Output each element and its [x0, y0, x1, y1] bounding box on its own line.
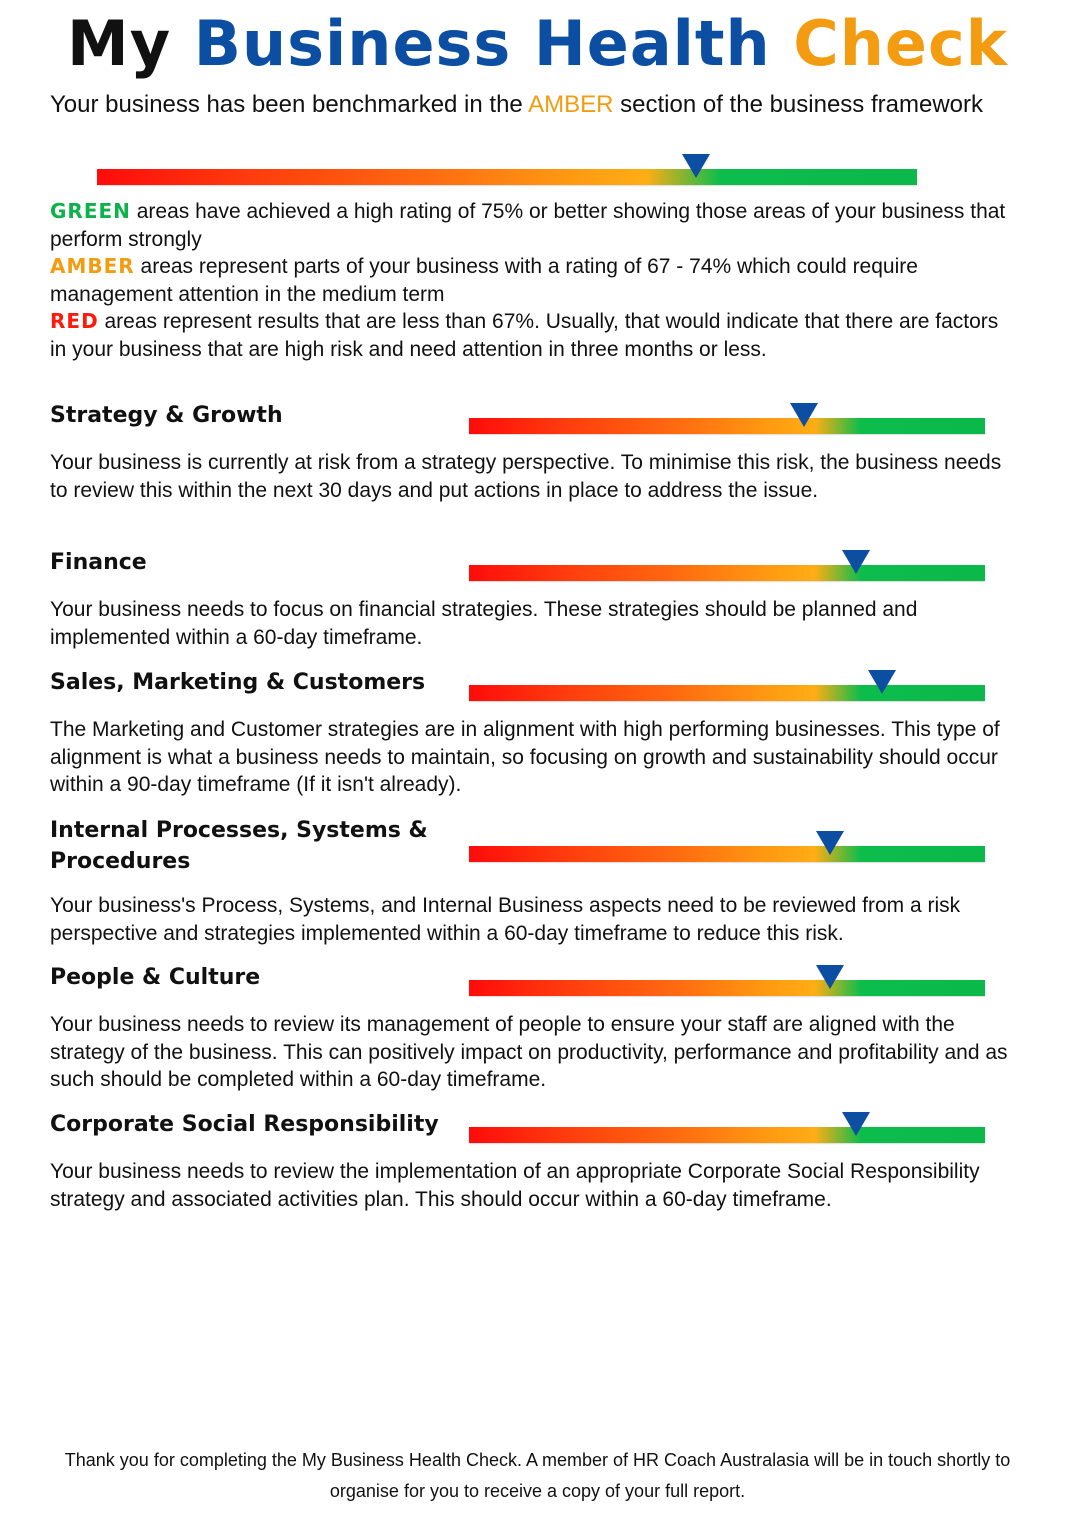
legend-item-green: [50, 198, 1010, 253]
gauge-marker-icon: [682, 154, 710, 178]
legend-item-red: [50, 308, 1010, 363]
section-body-finance: Your business needs to focus on financial strategies. These strategies should be planned and implemented within a 60-day timeframe.: [50, 598, 918, 649]
legend-text-green: areas have achieved a high rating of 75% or better showing those areas of your business that perform strongly: [50, 200, 1006, 251]
section-body-corporate-social-responsibility: Your business needs to review the implementation of an appropriate Corporate Social Responsibility strategy and associated activities plan. This should occur within a 60-day timeframe.: [50, 1160, 980, 1211]
legend-key-red: RED: [50, 309, 99, 333]
legend-key-amber: AMBER: [50, 254, 135, 278]
section-title-strategy-growth: Strategy & Growth: [50, 403, 283, 428]
section-title-finance: Finance: [50, 550, 147, 575]
finance-rating-gauge: [469, 559, 985, 581]
gauge-marker-icon: [816, 965, 844, 989]
section-body-internal-processes: Your business's Process, Systems, and Internal Business aspects need to be reviewed from a risk perspective and strategies implemented within a 60-day timeframe to reduce this risk.: [50, 894, 961, 945]
section-title-sales-marketing-customers: Sales, Marketing & Customers: [50, 670, 426, 695]
page-title: [0, 2, 1075, 86]
benchmark-intro: [50, 89, 1010, 120]
sales-marketing-customers-rating-gauge: [469, 679, 985, 701]
gauge-bar: [469, 980, 985, 996]
overall-rating-gauge: [97, 163, 917, 185]
section-title-people-culture: People & Culture: [50, 965, 261, 990]
corporate-social-responsibility-rating-gauge: [469, 1121, 985, 1143]
gauge-bar: [469, 846, 985, 862]
internal-processes-rating-gauge: [469, 840, 985, 862]
section-title-corporate-social-responsibility: Corporate Social Responsibility: [50, 1112, 439, 1137]
intro-rating-word: AMBER: [528, 91, 614, 118]
section-body-people-culture: Your business needs to review its management of people to ensure your staff are aligned with the strategy of the business. This can positively impact on productivity, performance and profitability and as such should be completed within a 60-day timeframe.: [50, 1013, 1008, 1091]
section-title-internal-processes: Internal Processes, Systems & Procedures: [50, 818, 428, 874]
gauge-marker-icon: [842, 550, 870, 574]
title-part-check: Check: [793, 7, 1008, 80]
title-part-my: My: [67, 7, 172, 80]
gauge-bar: [469, 418, 985, 434]
gauge-marker-icon: [790, 403, 818, 427]
people-culture-rating-gauge: [469, 974, 985, 996]
intro-text-after: section of the business framework: [613, 91, 983, 118]
legend-text-red: areas represent results that are less than 67%. Usually, that would indicate that there are factors in your business that are high risk and need attention in three months or less.: [50, 310, 999, 361]
gauge-marker-icon: [816, 831, 844, 855]
gauge-bar: [469, 565, 985, 581]
rating-legend: [50, 198, 1010, 363]
title-part-business-health: Business Health: [193, 7, 771, 80]
legend-text-amber: areas represent parts of your business with a rating of 67 - 74% which could require management attention in the medium term: [50, 255, 918, 306]
gauge-marker-icon: [842, 1112, 870, 1136]
gauge-bar: [469, 1127, 985, 1143]
gauge-marker-icon: [868, 670, 896, 694]
legend-key-green: GREEN: [50, 199, 131, 223]
section-body-strategy-growth: Your business is currently at risk from a strategy perspective. To minimise this risk, the business needs to review this within the next 30 days and put actions in place to address the issue.: [50, 451, 1002, 502]
gauge-bar: [97, 169, 917, 185]
intro-text-before: Your business has been benchmarked in the: [50, 91, 529, 118]
section-body-sales-marketing-customers: The Marketing and Customer strategies are in alignment with high performing businesses. This type of alignment is what a business needs to maintain, so focusing on growth and sustainability should occur within a 90-day timeframe (If it isn't already).: [50, 718, 1000, 796]
footer-note: Thank you for completing the My Business Health Check. A member of HR Coach Australasia will be in touch shortly to organise for you to receive a copy of your full report.: [64, 1450, 1011, 1501]
strategy-growth-rating-gauge: [469, 412, 985, 434]
gauge-bar: [469, 685, 985, 701]
legend-item-amber: [50, 253, 1010, 308]
